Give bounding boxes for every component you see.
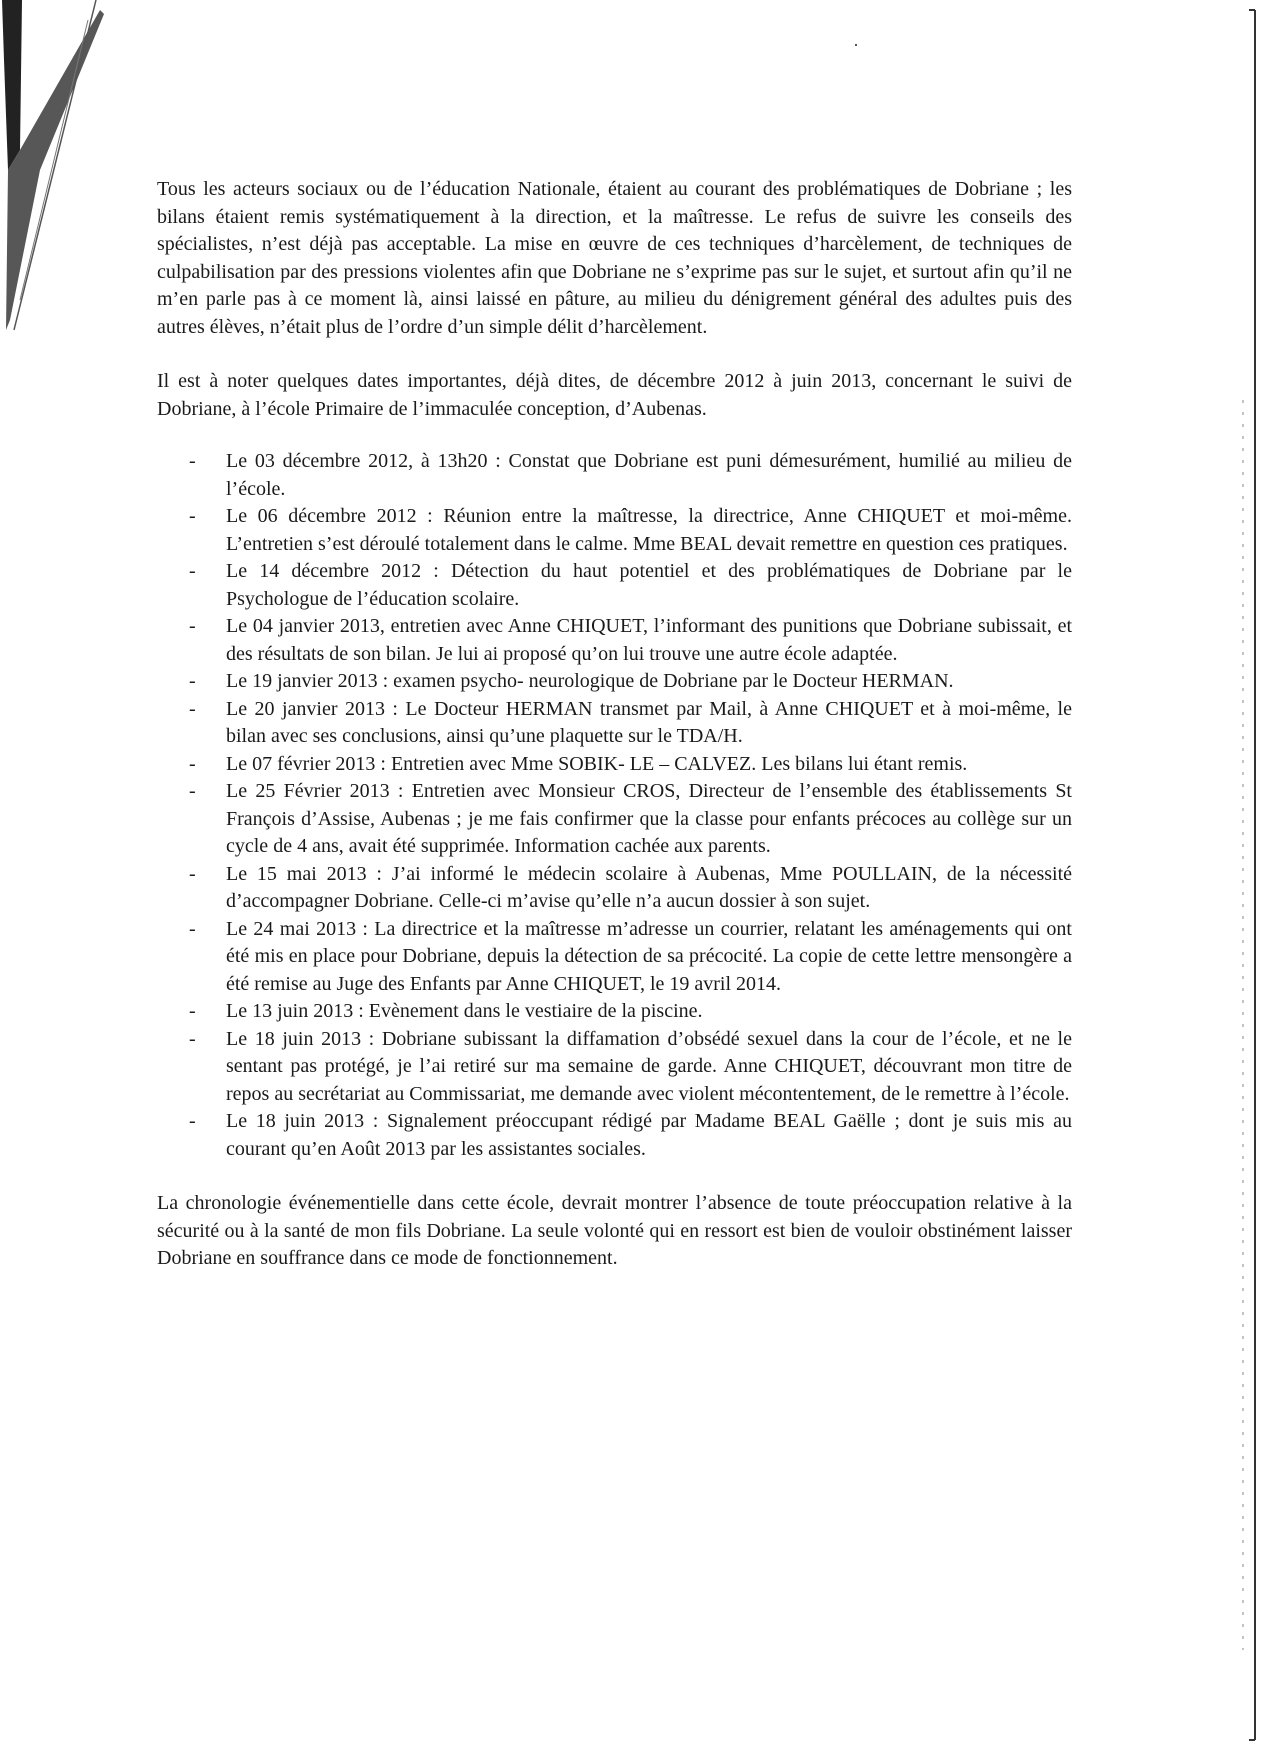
list-bullet: - (189, 780, 196, 802)
closing-paragraph: La chronologie événementielle dans cette école, devrait montrer l’absence de toute préoccupation relative à la sécurité ou à la santé de mon fils Dobriane. La seule volonté qui en ressort est bien de vouloir obstinément laisser Dobriane en souffrance dans ce mode de fonctionnement. (157, 1192, 1072, 1269)
event-text: Le 18 juin 2013 : Dobriane subissant la diffamation d’obsédé sexuel dans la cour de l’école, et ne le sentant pas protégé, je l’ai retiré sur ma semaine de garde. Anne CHIQUET, découvrant mon titre de repos au secrétariat au Commissariat, me demande avec violent mécontentement, de le remettre à l’école. (226, 1027, 1072, 1105)
list-item (157, 1026, 1072, 1109)
event-text: Le 19 janvier 2013 : examen psycho- neurologique de Dobriane par le Docteur HERMAN. (226, 670, 954, 692)
document-body (157, 176, 1072, 1273)
scan-speck (855, 44, 857, 46)
list-item (157, 1108, 1072, 1163)
event-list (157, 448, 1072, 1163)
list-bullet: - (189, 505, 196, 527)
event-text: Le 13 juin 2013 : Evènement dans le vestiaire de la piscine. (226, 1000, 703, 1022)
scan-edge-mark-right (1235, 0, 1275, 1755)
list-bullet: - (189, 1027, 196, 1050)
event-text: Le 15 mai 2013 : J’ai informé le médecin scolaire à Aubenas, Mme POULLAIN, de la nécessité d’accompagner Dobriane. Celle-ci m’avise qu’elle n’a aucun dossier à son sujet. (226, 862, 1072, 912)
list-bullet: - (189, 862, 196, 885)
scan-edge-mark-left (0, 0, 110, 340)
list-bullet: - (189, 560, 196, 582)
list-item (157, 613, 1072, 668)
list-item (157, 778, 1072, 861)
event-text: Le 20 janvier 2013 : Le Docteur HERMAN transmet par Mail, à Anne CHIQUET et à moi-même, le bilan avec ses conclusions, ainsi qu’une plaquette sur le TDA/H. (226, 697, 1072, 747)
list-item (157, 448, 1072, 503)
event-text: Le 04 janvier 2013, entretien avec Anne CHIQUET, l’informant des punitions que Dobriane subissait, et des résultats de son bilan. Je lui ai proposé qu’on lui trouve une autre école adaptée. (226, 615, 1072, 665)
list-item (157, 751, 1072, 779)
event-text: Le 25 Février 2013 : Entretien avec Monsieur CROS, Directeur de l’ensemble des établissements St François d’Assise, Aubenas ; je me fais confirmer que la classe pour enfants précoces au collège sur un cycle de 4 ans, avait été supprimée. Information cachée aux parents. (226, 780, 1072, 857)
list-bullet: - (189, 450, 196, 472)
list-item (157, 558, 1072, 613)
list-bullet: - (189, 697, 196, 720)
list-bullet: - (189, 1110, 196, 1132)
list-bullet: - (189, 917, 196, 940)
list-bullet: - (189, 752, 196, 775)
event-text: Le 18 juin 2013 : Signalement préoccupant rédigé par Madame BEAL Gaëlle ; dont je suis mis au courant qu’en Août 2013 par les assistantes sociales. (226, 1110, 1072, 1160)
event-text: Le 07 février 2013 : Entretien avec Mme SOBIK- LE – CALVEZ. Les bilans lui étant remis. (226, 752, 968, 775)
list-item (157, 668, 1072, 696)
list-item (157, 998, 1072, 1026)
dates-intro-paragraph: Il est à noter quelques dates importantes, déjà dites, de décembre 2012 à juin 2013, concernant le suivi de Dobriane, à l’école Primaire de l’immaculée conception, d’Aubenas. (157, 370, 1072, 420)
list-item (157, 861, 1072, 916)
event-text: Le 14 décembre 2012 : Détection du haut potentiel et des problématiques de Dobriane par le Psychologue de l’éducation scolaire. (226, 560, 1072, 610)
event-text: Le 24 mai 2013 : La directrice et la maîtresse m’adresse un courrier, relatant les aménagements qui ont été mis en place pour Dobriane, depuis la détection de sa précocité. La copie de cette lettre mensongère a été remise au Juge des Enfants par Anne CHIQUET, le 19 avril 2014. (226, 917, 1072, 995)
intro-paragraph: Tous les acteurs sociaux ou de l’éducation Nationale, étaient au courant des problématiques de Dobriane ; les bilans étaient remis systématiquement à la direction, et la maîtresse. Le refus de suivre les conseils des spécialistes, n’est déjà pas acceptable. La mise en œuvre de ces techniques d’harcèlement, de techniques de culpabilisation par des pressions violentes afin que Dobriane ne s’exprime pas sur le sujet, et surtout afin qu’il ne m’en parle pas à ce moment là, ainsi laissé en pâture, au milieu du dénigrement général des adultes puis des autres élèves, n’était plus de l’ordre d’un simple délit d’harcèlement. (157, 178, 1072, 338)
list-item (157, 503, 1072, 558)
list-bullet: - (189, 670, 196, 692)
list-bullet: - (189, 615, 196, 637)
event-text: Le 03 décembre 2012, à 13h20 : Constat que Dobriane est puni démesurément, humilié au milieu de l’école. (226, 450, 1072, 500)
list-item (157, 916, 1072, 999)
event-text: Le 06 décembre 2012 : Réunion entre la maîtresse, la directrice, Anne CHIQUET et moi-même. L’entretien s’est déroulé totalement dans le calme. Mme BEAL devait remettre en question ces pratiques. (226, 505, 1072, 555)
list-bullet: - (189, 1000, 196, 1022)
list-item (157, 696, 1072, 751)
